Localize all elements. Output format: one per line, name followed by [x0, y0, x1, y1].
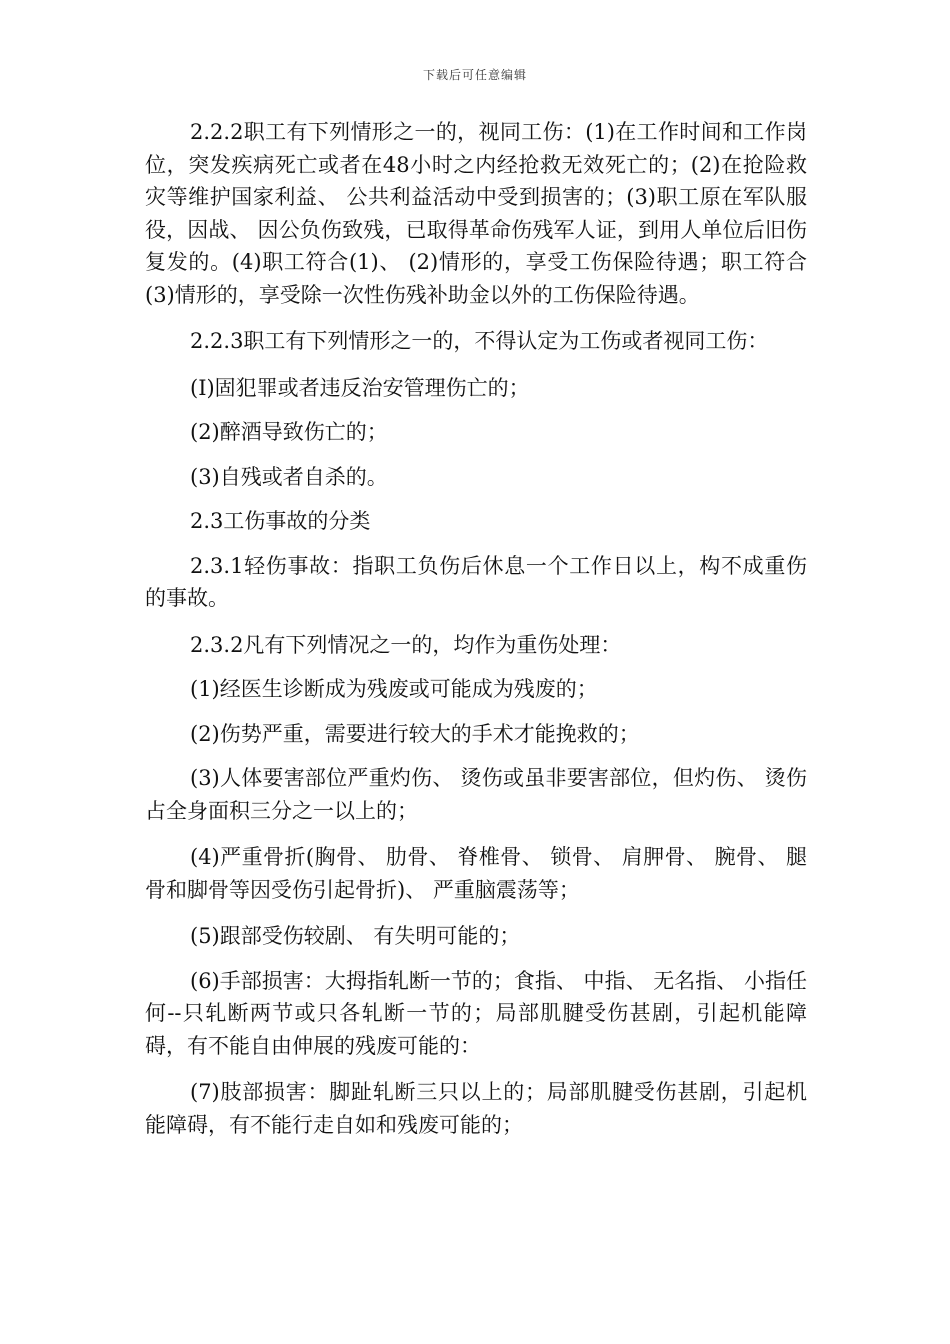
- list-item: (I)固犯罪或者违反治安管理伤亡的；: [190, 375, 530, 400]
- paragraph-2-3-1: 2.3.1轻伤事故：指职工负伤后休息一个工作日以上，构不成重伤的事故。: [145, 553, 807, 610]
- list-item: (2)伤势严重，需要进行较大的手术才能挽救的；: [190, 721, 640, 746]
- list-item: (1)经医生诊断成为残废或可能成为残废的；: [190, 677, 598, 701]
- list-item: (3)自残或者自杀的。: [190, 464, 388, 489]
- paragraph-2-2-2: 2.2.2职工有下列情形之一的，视同工伤：(1)在工作时间和工作岗位，突发疾病死亡或者在48小时之内经抢救无效死亡的；(2)在抢险救灾等维护国家利益、 公共利益活动中受到损害的；(3)职工原在军队服役，因战、 因公负伤致残，已取得革命伤残军人证，到用人单位后旧伤复发的。(4)职工符合(1)、 (2)情形的，享受工伤保险待遇；职工符合(3)情形的，享受除一次性伤残补助金以外的工伤保险待遇。: [145, 120, 807, 307]
- list-item: (3)人体要害部位严重灼伤、 烫伤或虽非要害部位，但灼伤、 烫伤占全身面积三分之一以上的；: [145, 766, 807, 823]
- section-heading-2-3: 2.3工伤事故的分类: [190, 509, 371, 533]
- list-item: (7)肢部损害：脚趾轧断三只以上的；局部肌腱受伤甚剧，引起机能障碍，有不能行走自如和残废可能的；: [145, 1080, 807, 1137]
- paragraph-2-3-2: 2.3.2凡有下列情况之一的，均作为重伤处理：: [190, 632, 622, 657]
- list-item: (5)跟部受伤较剧、 有失明可能的；: [190, 924, 521, 948]
- list-item: (6)手部损害：大拇指轧断一节的；食指、 中指、 无名指、 小指任何--只轧断两节或只各轧断一节的；局部肌腱受伤甚剧，引起机能障碍，有不能自由伸展的残废可能的：: [145, 968, 807, 1058]
- page-header-note: 下载后可任意编辑: [422, 68, 527, 82]
- document-body: [145, 116, 807, 1155]
- list-item: (4)严重骨折(胸骨、 肋骨、 脊椎骨、 锁骨、 肩胛骨、 腕骨、 腿骨和脚骨等因受伤引起骨折)、 严重脑震荡等；: [145, 845, 807, 902]
- paragraph-2-2-3: 2.2.3职工有下列情形之一的，不得认定为工伤或者视同工伤：: [190, 329, 769, 353]
- list-item: (2)醉酒导致伤亡的；: [190, 420, 388, 444]
